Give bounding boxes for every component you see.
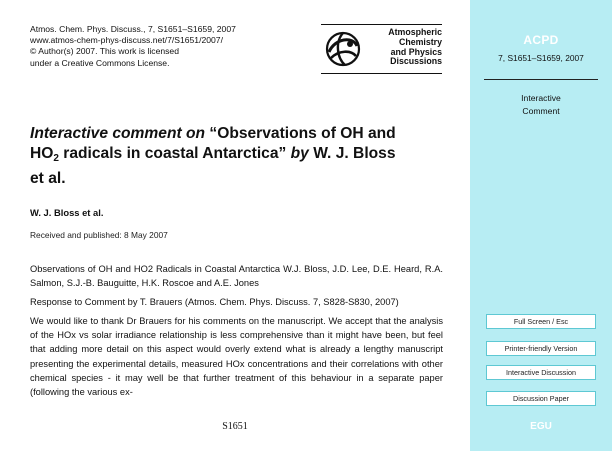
journal-logo [321, 24, 471, 76]
page-number: S1651 [222, 421, 248, 432]
received-date: Received and published: 8 May 2007 [30, 230, 168, 240]
logo-bottom-rule [321, 73, 442, 74]
discussion-paper-button[interactable]: Discussion Paper [486, 391, 596, 406]
printer-friendly-button[interactable]: Printer-friendly Version [486, 341, 596, 356]
full-screen-button[interactable]: Full Screen / Esc [486, 314, 596, 329]
sidebar-pages: 7, S1651–S1659, 2007 [498, 53, 584, 63]
citation-header [30, 24, 310, 69]
title-ho-subscript: 2 [53, 153, 59, 164]
globe-swirl-icon [323, 28, 363, 70]
paragraph: Observations of OH and HO2 Radicals in Coastal Antarctica W.J. Bloss, J.D. Lee, D.E. Heard, R.A. Salmon, S.J.-B. Bauguitte, H.K. Roscoe and A.E. Jones [30, 264, 443, 289]
title-quote-part2: radicals in coastal Antarctica” [58, 145, 287, 162]
title-prefix: Interactive comment on [30, 125, 206, 142]
title-by: by [290, 145, 309, 162]
sidebar-divider [484, 79, 598, 80]
comment-body [30, 262, 443, 404]
interactive-discussion-button[interactable]: Interactive Discussion [486, 365, 596, 380]
article-title: Interactive comment on “Observations of OH and $HO_2$ radicals in coastal Antarctica” by W. J. Bloss et al. [30, 125, 396, 187]
logo-wordmark: Atmospheric Chemistry and Physics Discussions [388, 27, 442, 67]
citation-line: Atmos. Chem. Phys. Discuss., 7, S1651–S1659, 2007 [30, 24, 236, 34]
title-ho: HO [30, 145, 54, 162]
byline: W. J. Bloss et al. [30, 207, 104, 218]
citation-url[interactable]: www.atmos-chem-phys-discuss.net/7/S1651/2007/ [30, 35, 223, 46]
license-line: under a Creative Commons License. [30, 57, 170, 68]
egu-footer: EGU [530, 421, 552, 432]
license-line: © Author(s) 2007. This work is licensed [30, 46, 179, 57]
journal-abbrev: ACPD [523, 33, 559, 47]
interactive-comment-label: Interactive Comment [521, 93, 561, 116]
logo-top-rule [321, 24, 442, 25]
title-quote-part1: “Observations of OH and [209, 125, 396, 142]
paragraph: Response to Comment by T. Brauers (Atmos. Chem. Phys. Discuss. 7, S828-S830, 2007) [30, 297, 399, 308]
paragraph: We would like to thank Dr Brauers for his comments on the manuscript. We accept that the analysis of the HOx vs solar irradiance relationship is less comprehensive than it might have been, but feel that adding more detail on this aspect would overly extend what is already a lengthy manuscript presenting the experimental details, measured HOx concentrations and their correlations with other chemical species - it may well be that further treatment of this behaviour in a separate paper (following the various ex- [30, 316, 443, 397]
sidebar [470, 0, 612, 451]
